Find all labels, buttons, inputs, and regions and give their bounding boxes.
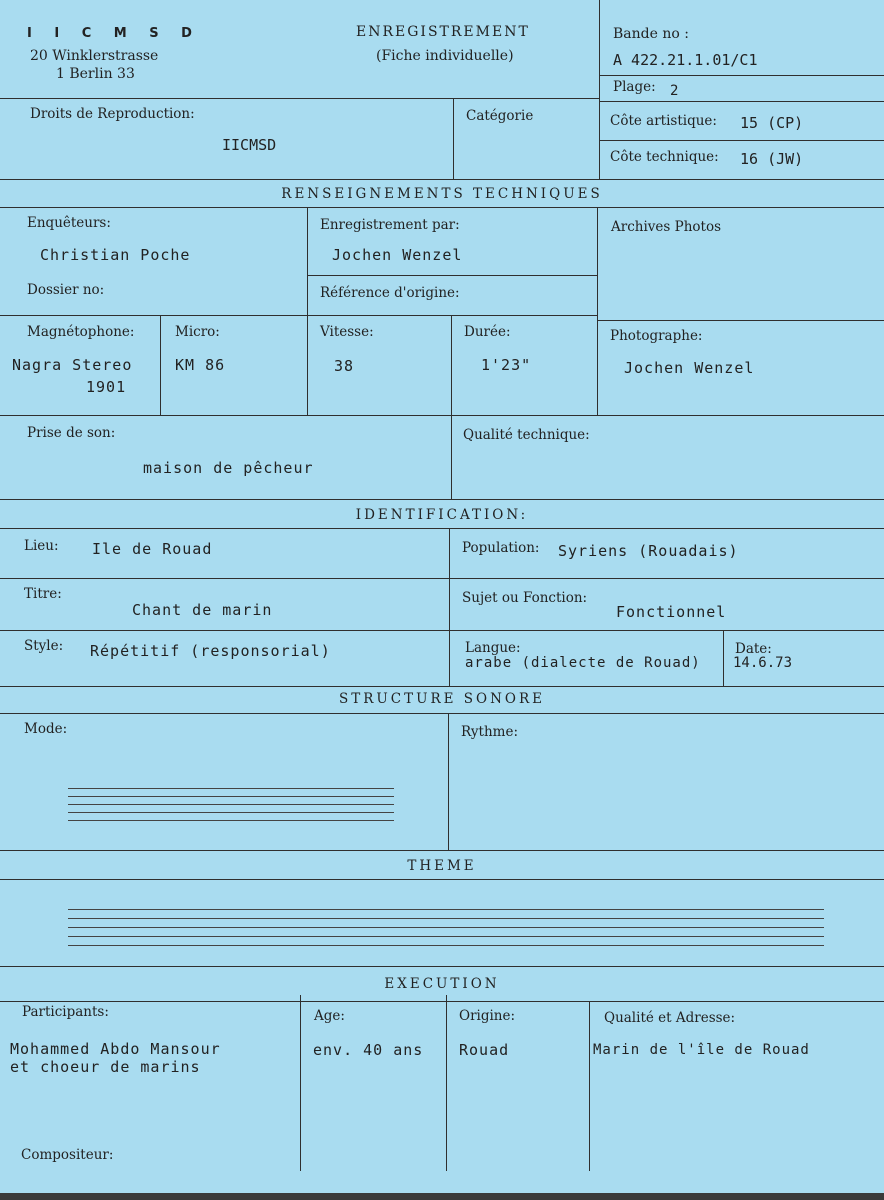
rule-v-qualite	[451, 415, 452, 499]
rule-v-header	[599, 0, 600, 179]
rule-reference	[307, 275, 597, 276]
rule-v-rythme	[448, 713, 449, 850]
origine-label: Origine:	[459, 1008, 516, 1024]
rule-tech-top	[0, 179, 884, 180]
titre-label: Titre:	[24, 586, 62, 602]
rule-v-population	[449, 528, 450, 686]
rule-v-date	[723, 630, 724, 686]
rule-photos	[597, 320, 884, 321]
org-city: 1 Berlin 33	[56, 66, 135, 82]
plage-label: Plage:	[613, 79, 656, 95]
enregistrement-par-value: Jochen Wenzel	[332, 246, 463, 264]
magnetophone-label: Magnétophone:	[27, 324, 135, 340]
langue-label: Langue:	[465, 640, 521, 656]
droits-label: Droits de Reproduction:	[30, 106, 195, 122]
droits-value: IICMSD	[222, 136, 277, 154]
rule-header-bottom	[0, 98, 600, 99]
tech-section-title: RENSEIGNEMENTS TECHNIQUES	[281, 186, 603, 202]
duree-value: 1'23"	[481, 356, 532, 374]
cote-technique-value: 16 (JW)	[740, 150, 804, 168]
bande-label: Bande no :	[613, 26, 689, 42]
rule-id-top	[0, 499, 884, 500]
prise-de-son-label: Prise de son:	[27, 425, 116, 441]
enregistrement-par-label: Enregistrement par:	[320, 217, 460, 233]
magnetophone-value-2: 1901	[86, 378, 127, 396]
form-title: ENREGISTREMENT	[356, 24, 530, 40]
structure-section-title: STRUCTURE SONORE	[338, 691, 546, 707]
rule-v-photos	[597, 207, 598, 415]
date-label: Date:	[735, 641, 772, 657]
age-label: Age:	[314, 1008, 345, 1024]
form-subtitle: (Fiche individuelle)	[376, 48, 514, 64]
rule-v-duree	[451, 315, 452, 415]
rule-structure-title	[0, 713, 884, 714]
langue-value: arabe (dialecte de Rouad)	[465, 655, 701, 671]
rule-plage	[600, 101, 884, 102]
categorie-label: Catégorie	[466, 108, 534, 124]
micro-label: Micro:	[175, 324, 220, 340]
rule-theme-title	[0, 879, 884, 880]
rule-v-micro	[160, 315, 161, 415]
date-value: 14.6.73	[733, 655, 793, 671]
sujet-label: Sujet ou Fonction:	[462, 590, 588, 606]
rule-titre	[0, 630, 884, 631]
rule-v-qualite-adresse	[589, 1001, 590, 1171]
org-street: 20 Winklerstrasse	[30, 48, 159, 64]
enqueteurs-value: Christian Poche	[40, 246, 191, 264]
magnetophone-value-1: Nagra Stereo	[12, 356, 133, 374]
cote-artistique-label: Côte artistique:	[610, 113, 717, 129]
duree-label: Durée:	[464, 324, 511, 340]
rule-dossier	[0, 315, 597, 316]
rule-v-categorie	[453, 98, 454, 179]
mode-label: Mode:	[24, 721, 68, 737]
rule-lieu	[0, 578, 884, 579]
sujet-value: Fonctionnel	[616, 603, 727, 621]
identification-section-title: IDENTIFICATION:	[355, 507, 529, 523]
rule-theme-bottom	[0, 966, 884, 967]
plage-value: 2	[670, 83, 679, 99]
cote-artistique-value: 15 (CP)	[740, 114, 804, 132]
rule-tech-title	[0, 207, 884, 208]
rule-id-title	[0, 528, 884, 529]
participants-label: Participants:	[22, 1004, 109, 1020]
archives-photos-label: Archives Photos	[611, 219, 721, 235]
photographe-label: Photographe:	[610, 328, 703, 344]
cote-technique-label: Côte technique:	[610, 149, 719, 165]
prise-de-son-value: maison de pêcheur	[143, 459, 314, 477]
rule-equipment-bottom	[0, 415, 884, 416]
vitesse-value: 38	[334, 357, 355, 375]
qualite-technique-label: Qualité technique:	[463, 427, 590, 443]
reference-label: Référence d'origine:	[320, 285, 460, 301]
origine-value: Rouad	[459, 1041, 510, 1059]
rythme-label: Rythme:	[461, 724, 519, 740]
micro-value: KM 86	[175, 356, 226, 374]
bande-value: A 422.21.1.01/C1	[613, 51, 758, 69]
rule-execution-title	[0, 1001, 884, 1002]
compositeur-label: Compositeur:	[21, 1147, 114, 1163]
theme-section-title: THEME	[407, 858, 477, 874]
rule-v-enreg	[307, 207, 308, 415]
enqueteurs-label: Enquêteurs:	[27, 215, 111, 231]
qualite-adresse-value: Marin de l'île de Rouad	[593, 1042, 810, 1058]
lieu-label: Lieu:	[24, 538, 59, 554]
org-name: I I C M S D	[27, 26, 201, 41]
age-value: env. 40 ans	[313, 1041, 424, 1059]
qualite-adresse-label: Qualité et Adresse:	[604, 1010, 736, 1026]
photographe-value: Jochen Wenzel	[624, 359, 755, 377]
participants-value-1: Mohammed Abdo Mansour	[10, 1040, 221, 1058]
rule-bande	[600, 75, 884, 76]
rule-structure-bottom	[0, 850, 884, 851]
vitesse-label: Vitesse:	[320, 324, 374, 340]
titre-value: Chant de marin	[132, 601, 273, 619]
dossier-label: Dossier no:	[27, 282, 105, 298]
style-value: Répétitif (responsorial)	[90, 642, 331, 660]
participants-value-2: et choeur de marins	[10, 1058, 201, 1076]
population-value: Syriens (Rouadais)	[558, 542, 739, 560]
execution-section-title: EXECUTION	[384, 976, 500, 992]
rule-style	[0, 686, 884, 687]
rule-v-origine	[446, 995, 447, 1171]
rule-v-age	[300, 995, 301, 1171]
lieu-value: Ile de Rouad	[92, 540, 213, 558]
population-label: Population:	[462, 540, 540, 556]
style-label: Style:	[24, 638, 64, 654]
rule-cote	[600, 140, 884, 141]
